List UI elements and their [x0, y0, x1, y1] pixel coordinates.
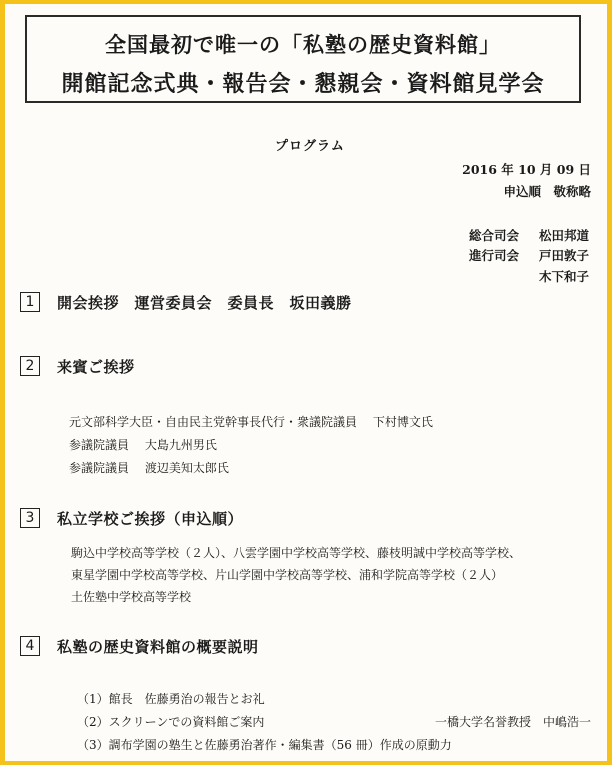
title-line-2: 開館記念式典・報告会・懇親会・資料館見学会	[61, 71, 545, 97]
school-line-3: 土佐塾中学校高等学校	[71, 590, 192, 604]
section-number-3: 3	[20, 508, 40, 528]
school-line-1: 駒込中学校高等学校（２人）、八雲学園中学校高等学校、藤枝明誠中学校高等学校、	[71, 546, 522, 560]
staff-role: 総合司会	[469, 228, 520, 243]
staff-mc-progress	[469, 246, 589, 264]
staff-role: 進行司会	[469, 248, 520, 263]
section-title-1: 開会挨拶 運営委員会 委員長 坂田義勝	[57, 294, 352, 312]
overview-item-1: （1）館長 佐藤勇治の報告とお礼	[77, 692, 265, 706]
overview-item-2: （2）スクリーンでの資料館ご案内	[77, 715, 265, 729]
section-number-2: 2	[20, 356, 40, 376]
staff-name: 松田邦道	[539, 228, 590, 243]
guest-line-1: 元文部科学大臣・自由民主党幹事長代行・衆議院議員 下村博文氏	[69, 415, 433, 429]
staff-mc-general	[469, 226, 589, 244]
staff-mc-progress-2	[469, 267, 589, 285]
title-box	[25, 15, 581, 103]
section-title-4: 私塾の歴史資料館の概要説明	[57, 638, 259, 656]
presenter-credit: 一橋大学名誉教授 中嶋浩一	[435, 715, 592, 729]
order-note: 申込順 敬称略	[503, 184, 591, 199]
program-label: プログラム	[275, 139, 345, 154]
staff-name: 木下和子	[539, 269, 590, 284]
title-line-1: 全国最初で唯一の「私塾の歴史資料館」	[105, 32, 501, 57]
section-title-2: 来賓ご挨拶	[57, 358, 135, 376]
section-number-4: 4	[20, 636, 40, 656]
overview-item-3: （3）調布学園の塾生と佐藤勇治著作・編集書（56 冊）作成の原動力	[77, 738, 452, 752]
section-title-3: 私立学校ご挨拶（申込順）	[57, 510, 244, 528]
staff-name: 戸田敦子	[539, 248, 590, 263]
guest-line-2: 参議院議員 大島九州男氏	[69, 438, 217, 452]
document-page	[5, 4, 607, 761]
section-number-1: 1	[20, 292, 40, 312]
event-date: 2016 年 10 月 09 日	[462, 162, 591, 177]
school-line-2: 東星学園中学校高等学校、片山学園中学校高等学校、浦和学院高等学校（２人）	[71, 568, 504, 582]
guest-line-3: 参議院議員 渡辺美知太郎氏	[69, 461, 229, 475]
